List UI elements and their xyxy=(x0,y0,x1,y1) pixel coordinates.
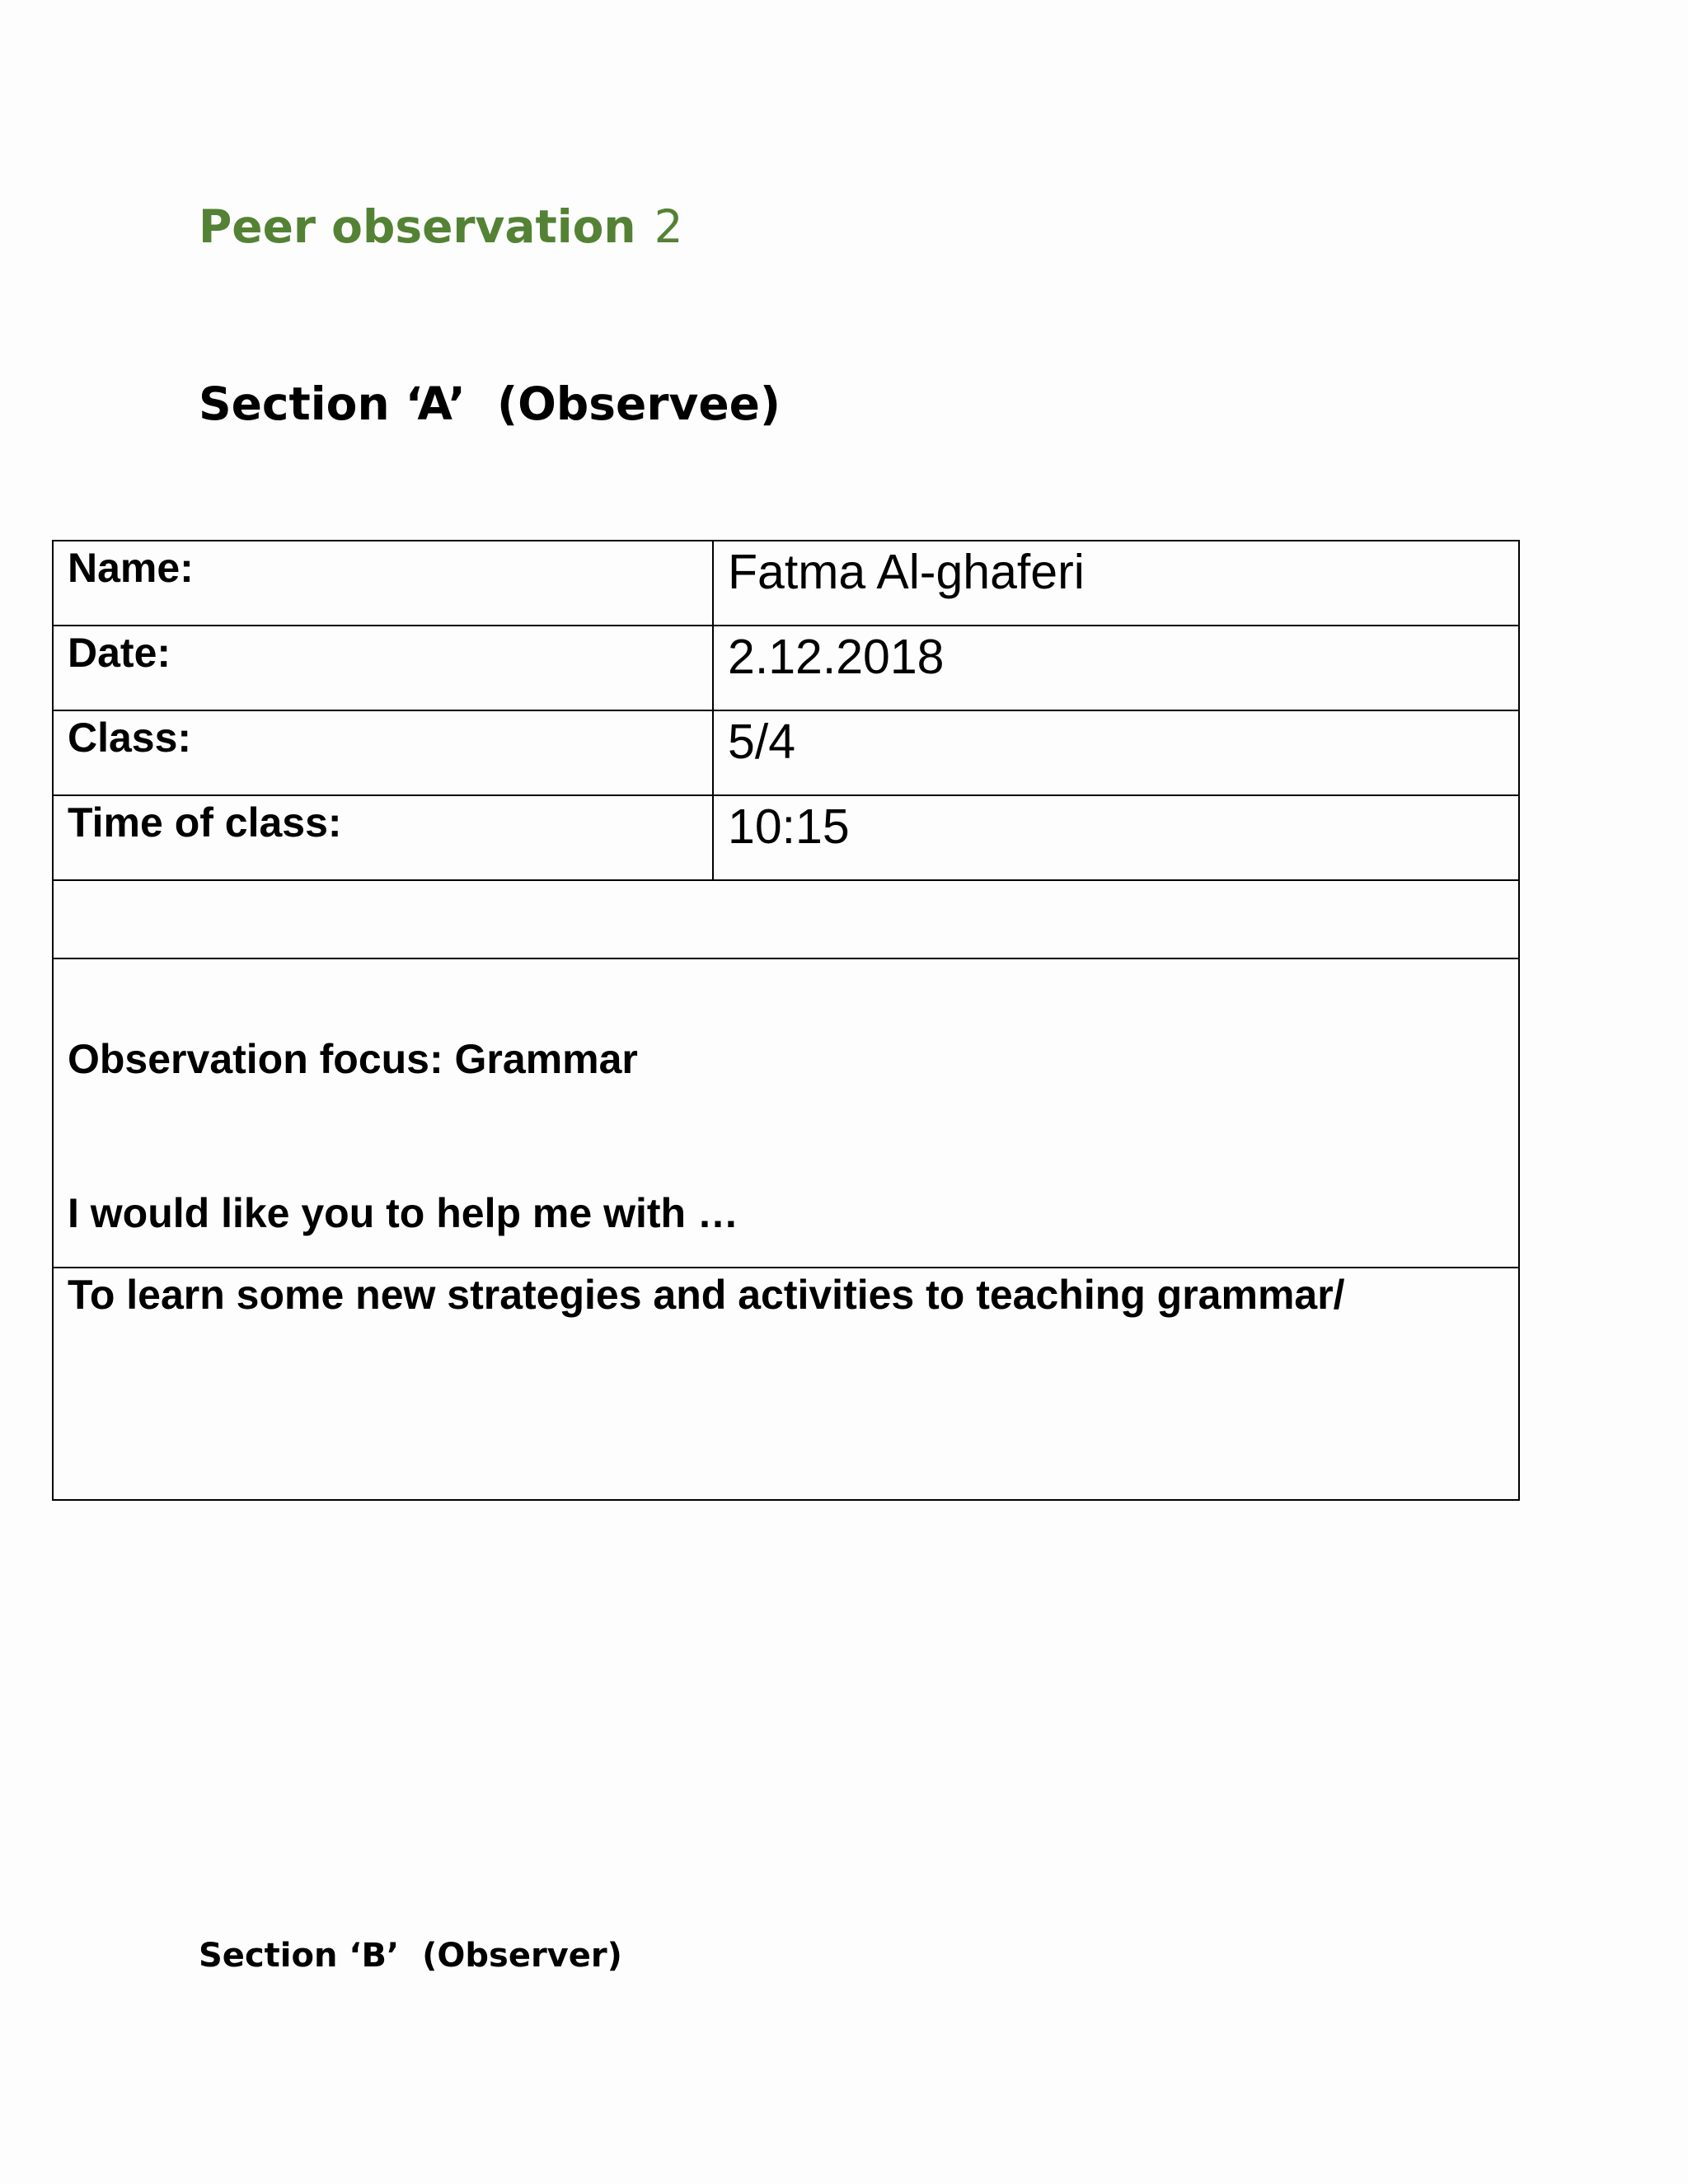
name-label: Name: xyxy=(53,541,713,626)
name-value: Fatma Al-ghaferi xyxy=(713,541,1519,626)
help-answer: To learn some new strategies and activities to teaching grammar/ xyxy=(53,1268,1519,1500)
table-row-help xyxy=(53,1268,1519,1500)
table-row-blank xyxy=(53,880,1519,958)
table-row-focus xyxy=(53,958,1519,1268)
class-label: Class: xyxy=(53,710,713,795)
section-a-heading: Section ‘A’ (Observee) xyxy=(199,377,781,430)
date-label: Date: xyxy=(53,626,713,710)
class-value: 5/4 xyxy=(713,710,1519,795)
table-row-name xyxy=(53,541,1519,626)
section-b-heading: Section ‘B’ (Observer) xyxy=(199,1937,622,1975)
observation-focus: Observation focus: Grammar xyxy=(68,1036,638,1082)
table-row-class xyxy=(53,710,1519,795)
title-number: 2 xyxy=(654,200,683,253)
observee-table xyxy=(52,540,1520,1501)
title-text: Peer observation xyxy=(199,200,636,253)
time-value: 10:15 xyxy=(713,795,1519,880)
blank-cell xyxy=(53,880,1519,958)
table-row-time xyxy=(53,795,1519,880)
focus-cell xyxy=(53,958,1519,1268)
date-value: 2.12.2018 xyxy=(713,626,1519,710)
help-prompt: I would like you to help me with … xyxy=(68,1190,738,1236)
page-title xyxy=(199,198,683,255)
time-label: Time of class: xyxy=(53,795,713,880)
table-row-date xyxy=(53,626,1519,710)
